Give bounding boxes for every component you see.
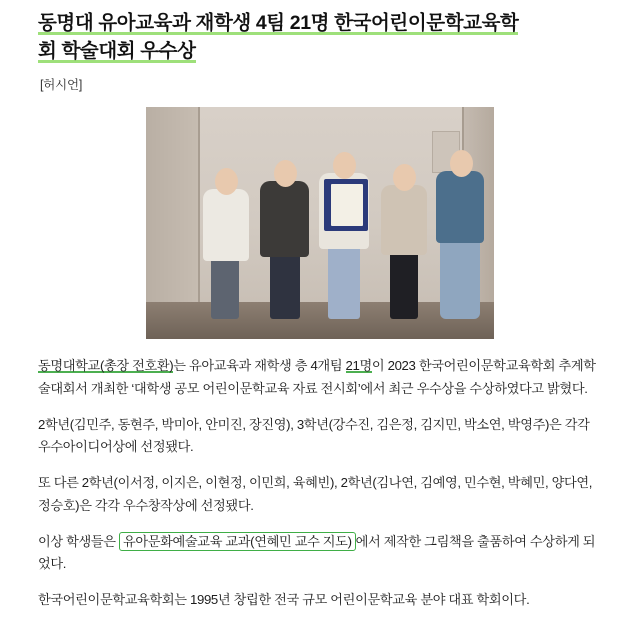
person-3-legs xyxy=(328,239,360,319)
headline-line-2: 회 학술대회 우수상 xyxy=(38,39,196,62)
p4-text-b: 에서 제작한 그림책을 출품하여 수상하게 되었다. xyxy=(38,533,596,572)
photo-person-3 xyxy=(314,129,374,319)
p1-text-a: 는 유아교육과 재학생 층 4개팀 xyxy=(173,358,346,374)
page-title xyxy=(38,10,602,65)
person-2-head xyxy=(274,160,297,187)
byline: [허시언] xyxy=(40,78,83,93)
paragraph-2: 2학년(김민주, 동현주, 박미아, 안미진, 장진영), 3학년(강수진, 김은정, 김지민, 박소연, 박영주)은 각각 우수아이디어상에 선정됐다. xyxy=(38,416,590,455)
photo-person-5 xyxy=(432,133,490,319)
person-4-legs xyxy=(390,245,418,319)
certificate xyxy=(324,179,368,231)
p4-boxed-course: 유아문화예술교육 교과(연혜민 교수 지도) xyxy=(119,532,356,552)
person-5-head xyxy=(450,150,473,177)
paragraph-5: 한국어린이문학교육학회는 1995년 창립한 전국 규모 어린이문학교육 분야 대표 학회이다. xyxy=(38,592,530,607)
photo-person-4 xyxy=(376,141,432,319)
p1-highlight-university: 동명대학교(총장 전호환) xyxy=(38,358,174,374)
person-1-body xyxy=(203,189,249,261)
person-1-legs xyxy=(211,251,239,319)
headline-line-1: 동명대 유아교육과 재학생 4팀 21명 한국어린이문학교육학 xyxy=(38,12,519,34)
photo-person-1 xyxy=(198,144,254,319)
paragraph-4 xyxy=(38,531,602,576)
p1-text-b: 이 2023 한국어린이문학교육학회 추계학술대회서 개최한 ‘대학생 공모 어린이문학교육 자료 전시회’에서 최근 우수상을 수상하였다고 밝혔다. xyxy=(38,358,596,397)
person-2-body xyxy=(260,181,309,257)
photo-door-left xyxy=(146,107,200,302)
article-photo xyxy=(146,107,494,339)
person-4-head xyxy=(393,164,416,191)
article-photo-container xyxy=(38,107,602,339)
paragraph-3: 또 다른 2학년(이서정, 이지은, 이현정, 이민희, 육혜빈), 2학년(김나연, 김예영, 민수현, 박혜민, 양다연, 정승호)은 각각 우수창작상에 선정됐다. xyxy=(38,475,593,513)
person-3-head xyxy=(333,152,356,179)
person-2-legs xyxy=(270,247,300,319)
p4-text-a: 이상 학생들은 xyxy=(38,533,119,549)
photo-person-2 xyxy=(256,137,314,319)
p1-highlight-count: 21명 xyxy=(345,358,372,374)
paragraph-1 xyxy=(38,355,602,400)
certificate-page xyxy=(331,184,363,226)
person-5-body xyxy=(436,171,484,243)
person-4-body xyxy=(381,185,427,255)
person-5-legs xyxy=(440,233,480,319)
person-1-head xyxy=(215,168,238,195)
